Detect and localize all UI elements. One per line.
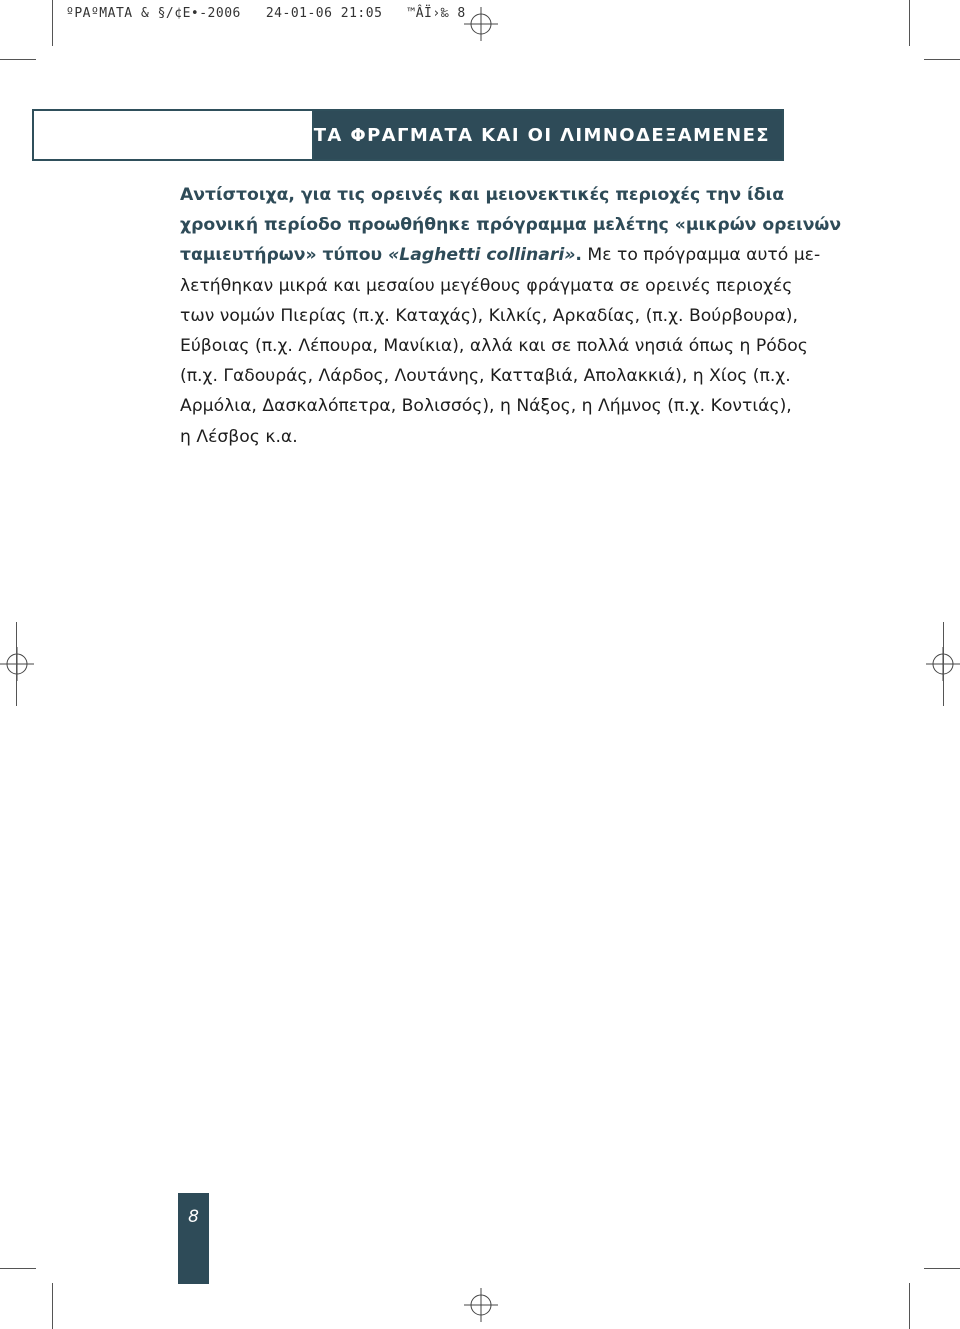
body-line: των νομών Πιερίας (π.χ. Καταχάς), Κιλκίς, Αρκαδίας, (π.χ. Βούρβουρα), — [180, 305, 798, 326]
laghetti-term: «Laghetti collinari» — [388, 245, 576, 266]
body-line: (π.χ. Γαδουράς, Λάρδος, Λουτάνης, Κατταβιά, Απολακκιά), η Χίος (π.χ. — [180, 366, 791, 387]
registration-mark-icon — [464, 7, 498, 41]
crop-mark — [924, 59, 960, 60]
lead-line-prefix: ταμιευτήρων» τύπου — [180, 245, 389, 266]
body-line: Αρμόλια, Δασκαλόπετρα, Βολισσός), η Νάξος, η Λήμνος (π.χ. Κοντιάς), — [180, 396, 792, 417]
registration-mark-icon — [464, 1288, 498, 1322]
lead-line: χρονική περίοδο προωθήθηκε πρόγραμμα μελέτης «μικρών ορεινών — [180, 215, 842, 236]
page-number: 8 — [188, 1207, 199, 1227]
crop-mark — [943, 622, 944, 706]
crop-mark — [0, 1268, 36, 1269]
crop-mark — [924, 1268, 960, 1269]
crop-mark — [52, 1283, 53, 1329]
section-title: ΤΑ ΦΡΑΓΜΑΤΑ ΚΑΙ ΟΙ ΛΙΜΝΟΔΕΞΑΜΕΝΕΣ — [313, 124, 770, 146]
crop-mark — [52, 0, 53, 46]
page-number-tab — [178, 1193, 209, 1284]
lead-line: Αντίστοιχα, για τις ορεινές και μειονεκτικές περιοχές την ίδια — [180, 185, 785, 205]
registration-mark-icon — [0, 647, 34, 681]
body-line-continuation: Με το πρόγραμμα αυτό με- — [581, 245, 821, 266]
lead-italic-term — [388, 245, 575, 265]
section-header — [32, 109, 784, 161]
body-line: Εύβοιας (π.χ. Λέπουρα, Μανίκια), αλλά και σε πολλά νησιά όπως η Ρόδος — [180, 336, 808, 357]
crop-mark — [909, 1283, 910, 1329]
lead-line-suffix: . — [575, 245, 582, 266]
crop-mark — [0, 59, 36, 60]
mixed-line — [180, 240, 821, 270]
header-blank-panel — [34, 111, 314, 159]
crop-mark — [909, 0, 910, 46]
body-line: η Λέσβος κ.α. — [180, 426, 298, 447]
body-line: λετήθηκαν μικρά και μεσαίου μεγέθους φράγματα σε ορεινές περιοχές — [180, 275, 793, 296]
header-title-panel — [314, 111, 782, 159]
crop-mark — [16, 622, 17, 706]
body-paragraph — [180, 180, 842, 452]
print-slug: ºPAºMATA & §/¢E•-2006 24-01-06 21:05 ™ÂÏ›‰ 8 — [66, 6, 466, 21]
